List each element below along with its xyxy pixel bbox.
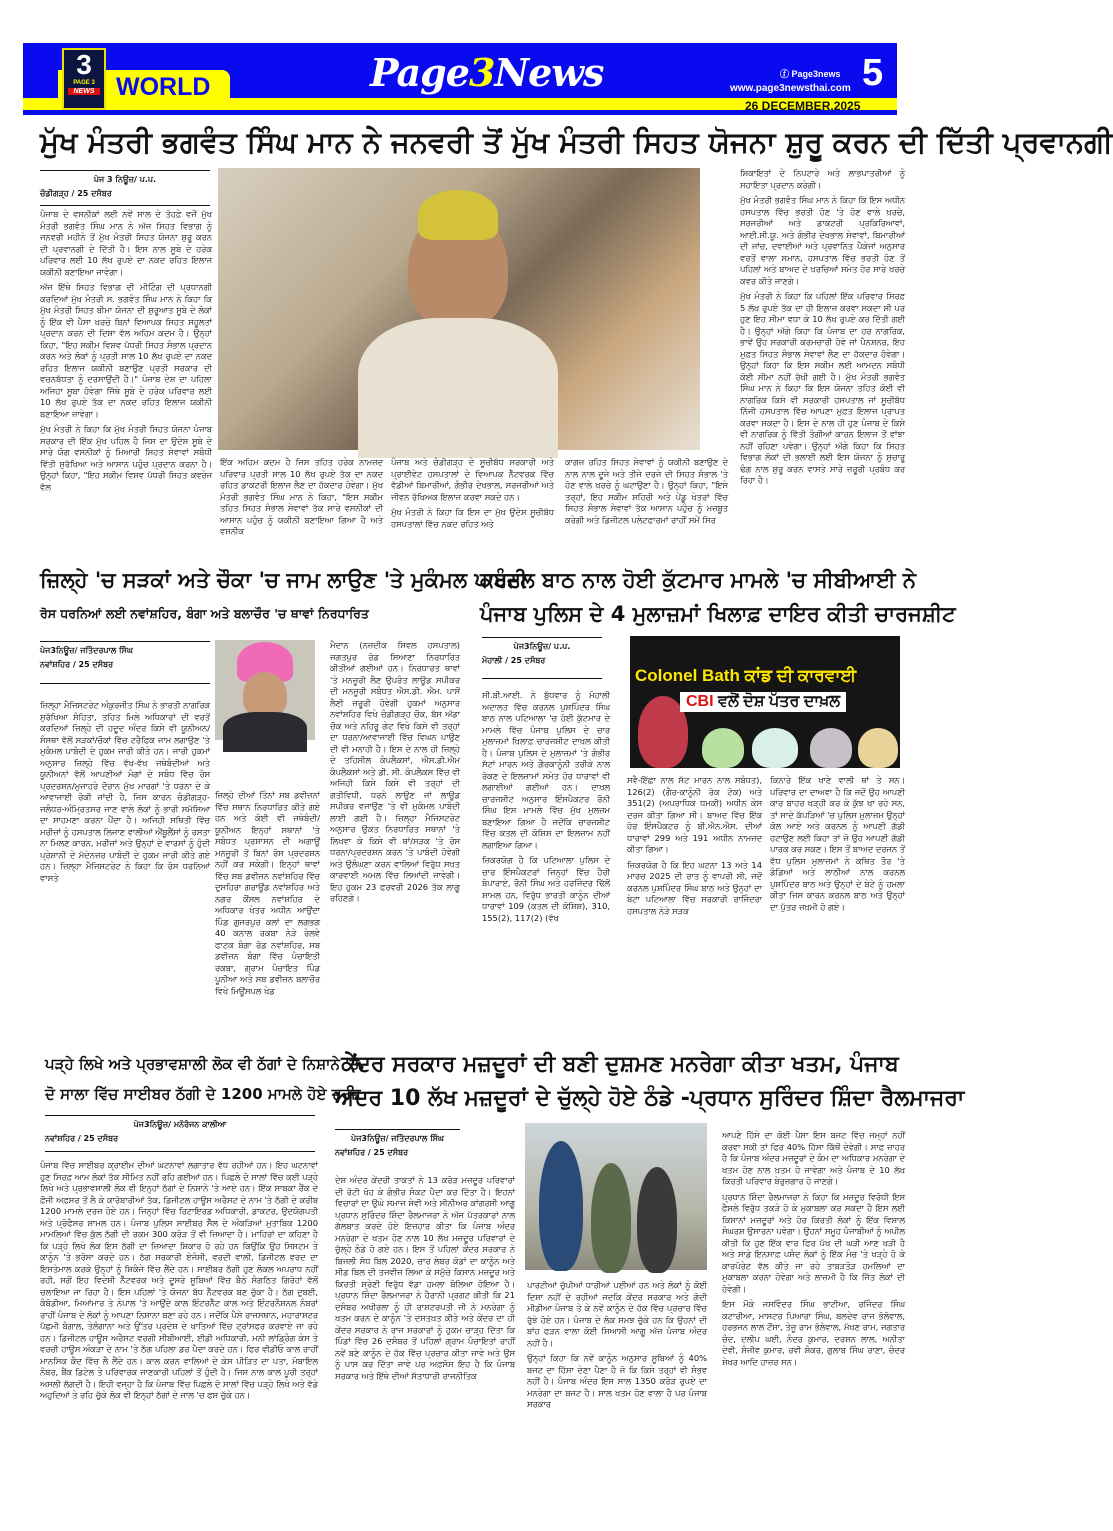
paragraph: ਮੁੱਖ ਮੰਤਰੀ ਨੇ ਕਿਹਾ ਕਿ ਮੁੱਖ ਮੰਤਰੀ ਸਿਹਤ ਯੋਜਨਾ ਪੰਜਾਬ ਸਰਕਾਰ ਦੀ ਇੱਕ ਮੁੱਖ ਪਹਿਲ ਹੈ ਜਿਸ ਦਾ ਉਦੇਸ਼ ਸੂਬੇ ਦੇ ਸਾਰੇ ਯੋਗ ਵਸਨੀਕਾਂ ਨੂੰ ਮਿਆਰੀ ਸਿਹਤ ਸੇਵਾਵਾਂ ਸਬੰਧੀ ਵਿੱਤੀ ਸੁਰੱਖਿਆ ਅਤੇ ਆਸਾਨ ਪਹੁੰਚ ਪ੍ਰਦਾਨ ਕਰਨਾ ਹੈ। ਉਨ੍ਹਾਂ ਕਿਹਾ, "ਇਹ ਸਕੀਮ ਵਿਸ਼ਵ ਪੱਧਰੀ ਸਿਹਤ ਕਵਰੇਜ ਵੱਲ bbox=[40, 424, 212, 492]
graphic-title: Colonel Bath ਕਾਂਡ ਦੀ ਕਾਰਵਾਈ bbox=[635, 666, 857, 685]
press-group-photo bbox=[525, 1123, 707, 1270]
mgnrega-headline-line2: ਅੰਦਰ 10 ਲੱਖ ਮਜ਼ਦੂਰਾਂ ਦੇ ਚੁੱਲ੍ਹੇ ਹੋਏ ਠੰਡੇ -ਪ੍ਰਧਾਨ ਸੁਰਿੰਦਰ ਸ਼ਿੰਦਾ ਰੈਲਮਾਜਰਾ bbox=[335, 1086, 965, 1111]
colonel-bath-graphic bbox=[630, 636, 900, 768]
paragraph: ਪੰਜਾਬ ਦੇ ਵਸਨੀਕਾਂ ਲਈ ਨਵੇਂ ਸਾਲ ਦੇ ਤੋਹਫ਼ੇ ਵਜੋਂ ਮੁੱਖ ਮੰਤਰੀ ਭਗਵੰਤ ਸਿੰਘ ਮਾਨ ਨੇ ਅੱਜ ਸਿਹਤ ਵਿਭਾਗ ਨੂੰ ਜਨਵਰੀ ਮਹੀਨੇ ਤੋਂ ਮੁੱਖ ਮੰਤਰੀ ਸਿਹਤ ਯੋਜਨਾ ਸ਼ੁਰੂ ਕਰਨ ਦੀ ਪ੍ਰਵਾਨਗੀ ਦੇ ਦਿੱਤੀ ਹੈ। ਇਸ ਨਾਲ ਸੂਬੇ ਦੇ ਹਰੇਕ ਪਰਿਵਾਰ ਲਈ 10 ਲੱਖ ਰੁਪਏ ਦਾ ਨਕਦ ਰਹਿਤ ਇਲਾਜ ਯਕੀਨੀ ਬਣਾਇਆ ਜਾਵੇਗਾ। bbox=[40, 209, 212, 277]
paragraph: ਪੰਜਾਬ ਅਤੇ ਚੰਡੀਗੜ੍ਹ ਦੇ ਸੂਚੀਬੱਧ ਸਰਕਾਰੀ ਅਤੇ ਪ੍ਰਾਈਵੇਟ ਹਸਪਤਾਲਾਂ ਦੇ ਵਿਆਪਕ ਨੈੱਟਵਰਕ ਵਿੱਚ ਵੱਡੀਆਂ ਬਿਮਾਰੀਆਂ, ਗੰਭੀਰ ਦੇਖਭਾਲ, ਸਰਜਰੀਆਂ ਅਤੇ ਜੀਵਨ ਰੱਖਿਅਕ ਇਲਾਜ ਕਰਵਾ ਸਕਦੇ ਹਨ। bbox=[391, 457, 554, 502]
paragraph: ਉਨ੍ਹਾਂ ਕਿਹਾ ਕਿ ਨਵੇਂ ਕਾਨੂੰਨ ਅਨੁਸਾਰ ਸੂਬਿਆਂ ਨੂੰ 40% ਬਜਟ ਦਾ ਹਿੱਸਾ ਦੇਣਾ ਪੈਣਾ ਹੈ ਜੋ ਕਿ ਕਿਸੇ ਤਰ੍ਹਾਂ ਵੀ ਸੰਭਵ ਨਹੀਂ ਹੈ। ਪੰਜਾਬ ਅੰਦਰ ਇਸ ਸਾਲ 1350 ਕਰੋੜ ਰੁਪਏ ਦਾ ਮਨਰੇਗਾ ਦਾ ਬਜਟ ਹੈ। ਸਾਲ ਖਤਮ ਹੋਣ ਵਾਲਾ ਹੈ ਪਰ ਪੰਜਾਬ ਸਰਕਾਰ bbox=[527, 1353, 707, 1409]
mgnrega-byline bbox=[335, 1129, 460, 1162]
paragraph: ਅੱਜ ਇੱਥੇ ਸਿਹਤ ਵਿਭਾਗ ਦੀ ਮੀਟਿੰਗ ਦੀ ਪ੍ਰਧਾਨਗੀ ਕਰਦਿਆਂ ਮੁੱਖ ਮੰਤਰੀ ਸ. ਭਗਵੰਤ ਸਿੰਘ ਮਾਨ ਨੇ ਕਿਹਾ ਕਿ ਮੁੱਖ ਮੰਤਰੀ ਸਿਹਤ ਬੀਮਾ ਯੋਜਨਾ ਦੀ ਸ਼ੁਰੂਆਤ ਸੂਬੇ ਦੇ ਲੋਕਾਂ ਨੂੰ ਇੱਕ ਵੀ ਪੈਸਾ ਖਰਚੇ ਬਿਨਾਂ ਵਿਆਪਕ ਸਿਹਤ ਸਹੂਲਤਾਂ ਪ੍ਰਦਾਨ ਕਰਨ ਦੀ ਦਿਸ਼ਾ ਵੱਲ ਅਹਿਮ ਕਦਮ ਹੈ। ਉਨ੍ਹਾਂ ਕਿਹਾ, "ਇਹ ਸਕੀਮ ਵਿਸ਼ਵ ਪੱਧਰੀ ਸਿਹਤ ਸੰਭਾਲ ਪ੍ਰਦਾਨ ਕਰਨ ਅਤੇ ਲੋਕਾਂ ਨੂੰ ਪ੍ਰਤੀ ਸਾਲ 10 ਲੱਖ ਰੁਪਏ ਦਾ ਨਕਦ ਰਹਿਤ ਇਲਾਜ ਯਕੀਨੀ ਬਣਾਉਣ ਪ੍ਰਤੀ ਸਰਕਾਰ ਦੀ ਵਚਨਬੱਧਤਾ ਨੂੰ ਦਰਸਾਉਂਦੀ ਹੈ।" ਪੰਜਾਬ ਦੇਸ਼ ਦਾ ਪਹਿਲਾ ਅਜਿਹਾ ਸੂਬਾ ਹੋਵੇਗਾ ਜਿੱਥੇ ਸੂਬੇ ਦੇ ਹਰੇਕ ਪਰਿਵਾਰ ਲਈ 10 ਲੱਖ ਰੁਪਏ ਤੱਕ ਦਾ ਨਕਦ ਰਹਿਤ ਇਲਾਜ ਯਕੀਨੀ ਬਣਾਇਆ ਜਾਵੇਗਾ। bbox=[40, 282, 212, 419]
person-body bbox=[358, 318, 558, 458]
turban-shape bbox=[418, 190, 498, 240]
jam-byline bbox=[40, 641, 210, 674]
bath-byline bbox=[482, 637, 602, 670]
byline-dateline: ਨਵਾਂਸ਼ਹਿਰ / 25 ਦਸੰਬਰ bbox=[335, 1148, 409, 1157]
brand-title bbox=[370, 50, 604, 95]
mgnrega-column-1 bbox=[335, 1175, 515, 1520]
bath-column-3 bbox=[770, 775, 905, 1040]
graphic-cbi: CBI bbox=[686, 693, 714, 710]
lead-column-2 bbox=[220, 457, 383, 555]
section-label: WORLD bbox=[116, 73, 211, 101]
paragraph: ਜ਼ਿਕਰਯੋਗ ਹੈ ਕਿ ਪਟਿਆਲਾ ਪੁਲਿਸ ਦੇ ਚਾਰ ਇੰਸਪੈਕਟਰਾਂ ਜਿਨ੍ਹਾਂ ਵਿੱਚ ਹੈਰੀ ਬੋਪਾਰਾਏ, ਰੌਨੀ ਸਿੰਘ ਅਤੇ ਹਰਜਿੰਦਰ ਢਿੱਲੋਂ ਸ਼ਾਮਲ ਹਨ, ਵਿਰੁੱਧ ਭਾਰਤੀ ਕਾਨੂੰਨ ਦੀਆਂ ਧਾਰਾਵਾਂ 109 (ਕਤਲ ਦੀ ਕੋਸ਼ਿਸ਼), 310, 155(2), 117(2) (ਵੱਖ bbox=[482, 855, 610, 923]
portrait-shape bbox=[810, 728, 852, 768]
paragraph: ਜ਼ਿਕਰਯੋਗ ਹੈ ਕਿ ਇਹ ਘਟਨਾ 13 ਅਤੇ 14 ਮਾਰਚ 2025 ਦੀ ਰਾਤ ਨੂੰ ਵਾਪਰੀ ਸੀ, ਜਦੋਂ ਕਰਨਲ ਪੁਸ਼ਪਿੰਦਰ ਸਿੰਘ ਬਾਠ ਅਤੇ ਉਨ੍ਹਾਂ ਦਾ ਬੇਟਾ ਪਟਿਆਲਾ ਵਿੱਚ ਸਰਕਾਰੀ ਰਾਜਿੰਦਰਾ ਹਸਪਤਾਲ ਨੇੜੇ ਸੜਕ bbox=[627, 859, 762, 916]
paragraph: ਪਾਰਟੀਆਂ ਚੁੱਪੀਆਂ ਧਾਰੀਆਂ ਪਈਆਂ ਹਨ ਅਤੇ ਲੋਕਾਂ ਨੂੰ ਕੋਈ ਦਿਸ਼ਾ ਨਹੀਂ ਦੇ ਰਹੀਆਂ ਜਦਕਿ ਕੇਂਦਰ ਸਰਕਾਰ ਅਤੇ ਗੋਦੀ ਮੀਡੀਆ ਪੰਜਾਬ ਤੇ ਕੇ ਨਵੇਂ ਕਾਨੂੰਨ ਦੇ ਹੱਕ ਵਿੱਚ ਪ੍ਰਚਾਰ ਵਿੱਚ ਰੁੱਝੇ ਹੋਏ ਹਨ। ਪੰਜਾਬ ਦੇ ਲੋਕ ਸਮਝ ਚੁੱਕੇ ਹਨ ਕਿ ਉਹਨਾਂ ਦੀ ਬਾਂਹ ਫੜਨ ਵਾਲਾ ਕੋਈ ਸਿਆਸੀ ਆਗੂ ਅੱਜ ਪੰਜਾਬ ਅੰਦਰ ਨਹੀਂ ਹੈ। bbox=[527, 1280, 707, 1348]
page3-logo bbox=[62, 48, 106, 110]
issue-date: 26 DECEMBER,2025 bbox=[745, 99, 861, 113]
paragraph: ਇਸ ਮੌਕੇ ਜਸਵਿੰਦਰ ਸਿੰਘ ਭਾਟੀਆ, ਰਜਿੰਦਰ ਸਿੰਘ ਕਟਾਰੀਆ, ਮਾਸਟਰ ਪਿਆਰਾ ਸਿੰਘ, ਬਲਦੇਵ ਰਾਜ ਭੋਲੋਵਾਲ, ਹਰਭਜਨ ਲਾਲ ਟੌਂਸਾ, ਤੇਜੂ ਰਾਮ ਭੋਲੇਵਾਲ, ਮੱਖਣ ਰਾਮ, ਜਗਤਾਰ ਚੰਦ, ਦਲੀਪ ਘਈ, ਨੰਦਰ ਕੁਮਾਰ, ਦਰਸ਼ਨ ਲਾਲ, ਅਨੀਤਾ ਦੇਵੀ, ਸੰਜੀਵ ਕੁਮਾਰ, ਰਵੀ ਸ਼ੰਕਰ, ਗੁਲਾਬ ਸਿੰਘ ਰਾਣਾ, ਚੰਦਰ ਸ਼ੇਖਰ ਆਦਿ ਹਾਜ਼ਰ ਸਨ। bbox=[722, 1299, 905, 1367]
facebook-icon: ⓕ bbox=[780, 69, 792, 79]
paragraph: ਆਪਣੇ ਹਿੱਸੇ ਦਾ ਕੋਈ ਪੈਸਾ ਇਸ ਬਜਟ ਵਿੱਚ ਜਮ੍ਹਾਂ ਨਹੀਂ ਕਰਵਾ ਸਕੀ ਤਾਂ ਫਿਰ 40% ਹਿੱਸਾ ਕਿੱਥੋਂ ਦੇਵੇਗੀ। ਸਾਫ਼ ਜ਼ਾਹਰ ਹੈ ਕਿ ਪੰਜਾਬ ਅੰਦਰ ਮਜ਼ਦੂਰਾਂ ਦੇ ਕੰਮ ਦਾ ਅਧਿਕਾਰ ਮਨਰੇਗਾ ਦੇ ਖਤਮ ਹੋਣ ਨਾਲ ਖ਼ਤਮ ਹੋ ਜਾਵੇਗਾ ਅਤੇ ਪੰਜਾਬ ਦੇ 10 ਲੱਖ ਕਿਰਤੀ ਪਰਿਵਾਰ ਬੇਰੁਜ਼ਗਾਰ ਹੋ ਜਾਣਗੇ। bbox=[722, 1130, 905, 1186]
lead-column-4 bbox=[565, 457, 728, 555]
portrait-shape bbox=[752, 728, 798, 768]
jam-column-2 bbox=[215, 790, 320, 1040]
jam-headline: ਜ਼ਿਲ੍ਹੇ 'ਚ ਸੜਕਾਂ ਅਤੇ ਚੌਕਾ 'ਚ ਜਾਮ ਲਾਉਣ 'ਤੇ ਮੁਕੰਮਲ ਪਾਬੰਦੀ bbox=[40, 568, 528, 592]
byline-agency: ਪੇਜ3ਨਿਊਜ਼/ ਮਨੋਰੰਜਨ ਕਾਲੀਆ bbox=[133, 1120, 227, 1129]
paragraph: ਕਾਗਜ਼ ਰਹਿਤ ਸਿਹਤ ਸੇਵਾਵਾਂ ਨੂੰ ਯਕੀਨੀ ਬਣਾਉਣ ਦੇ ਨਾਲ ਨਾਲ ਦੂਜੇ ਅਤੇ ਤੀਜੇ ਦਰਜੇ ਦੀ ਸਿਹਤ ਸੰਭਾਲ 'ਤੇ ਹੋਣ ਵਾਲੇ ਖਰਚੇ ਨੂੰ ਘਟਾਉਣਾ ਹੈ। ਉਨ੍ਹਾਂ ਕਿਹਾ, "ਇਸੇ ਤਰ੍ਹਾਂ, ਇਹ ਸਕੀਮ ਸ਼ਹਿਰੀ ਅਤੇ ਪੇਂਡੂ ਖੇਤਰਾਂ ਵਿੱਚ ਸਿਹਤ ਸੰਭਾਲ ਸੇਵਾਵਾਂ ਤੱਕ ਆਸਾਨ ਪਹੁੰਚ ਨੂੰ ਮਜ਼ਬੂਤ ਕਰੇਗੀ ਅਤੇ ਡਿਜੀਟਲ ਪਲੇਟਫਾਰਮਾਂ ਰਾਹੀਂ ਸਮੇਂ ਸਿਰ bbox=[565, 457, 728, 525]
mgnrega-column-3 bbox=[722, 1130, 905, 1520]
paragraph: ਮੁੱਖ ਮੰਤਰੀ ਨੇ ਕਿਹਾ ਕਿ ਪਹਿਲਾਂ ਇੱਕ ਪਰਿਵਾਰ ਸਿਰਫ਼ 5 ਲੱਖ ਰੁਪਏ ਤੱਕ ਦਾ ਹੀ ਇਲਾਜ ਕਰਵਾ ਸਕਦਾ ਸੀ ਪਰ ਹੁਣ ਇਹ ਸੀਮਾ ਵਧਾ ਕੇ 10 ਲੱਖ ਰੁਪਏ ਕਰ ਦਿੱਤੀ ਗਈ ਹੈ। ਉਨ੍ਹਾਂ ਅੱਗੇ ਕਿਹਾ ਕਿ ਪੰਜਾਬ ਦਾ ਹਰ ਨਾਗਰਿਕ, ਭਾਵੇਂ ਉਹ ਸਰਕਾਰੀ ਕਰਮਚਾਰੀ ਹੋਵੇ ਜਾਂ ਪੈਨਸ਼ਨਰ, ਇਹ ਮੁਫ਼ਤ ਸਿਹਤ ਸੰਭਾਲ ਸੇਵਾਵਾਂ ਲੈਣ ਦਾ ਹੱਕਦਾਰ ਹੋਵੇਗਾ। ਉਨ੍ਹਾਂ ਕਿਹਾ ਕਿ ਇਸ ਸਕੀਮ ਲਈ ਆਮਦਨ ਸਬੰਧੀ ਕੋਈ ਸੀਮਾ ਨਹੀਂ ਰੱਖੀ ਗਈ ਹੈ। ਮੁੱਖ ਮੰਤਰੀ ਭਗਵੰਤ ਸਿੰਘ ਮਾਨ ਨੇ ਕਿਹਾ ਕਿ ਇਸ ਯੋਜਨਾ ਤਹਿਤ ਕੋਈ ਵੀ ਨਾਗਰਿਕ ਕਿਸੇ ਵੀ ਸਰਕਾਰੀ ਹਸਪਤਾਲ ਜਾਂ ਸੂਚੀਬੱਧ ਨਿੱਜੀ ਹਸਪਤਾਲ ਵਿੱਚ ਆਪਣਾ ਮੁਫ਼ਤ ਇਲਾਜ ਪ੍ਰਾਪਤ ਕਰਵਾ ਸਕਦਾ ਹੈ। ਇਸ ਦੇ ਨਾਲ ਹੀ ਹੁਣ ਪੰਜਾਬ ਦੇ ਕਿਸੇ ਵੀ ਨਾਗਰਿਕ ਨੂੰ ਵਿੱਤੀ ਤੰਗੀਆਂ ਕਾਰਨ ਇਲਾਜ ਤੋਂ ਵਾਂਝਾ ਨਹੀਂ ਰਹਿਣਾ ਪਵੇਗਾ। ਉਨ੍ਹਾਂ ਅੱਗੇ ਕਿਹਾ ਕਿ ਸਿਹਤ ਵਿਭਾਗ ਲੋਕਾਂ ਦੀ ਭਲਾਈ ਲਈ ਇਸ ਯੋਜਨਾ ਨੂੰ ਸੁਚਾਰੂ ਢੰਗ ਨਾਲ ਸ਼ੁਰੂ ਕਰਨ ਵਾਸਤੇ ਸਾਰੇ ਜ਼ਰੂਰੀ ਪ੍ਰਬੰਧ ਕਰ ਰਿਹਾ ਹੈ। bbox=[740, 291, 905, 485]
brand-part: Page bbox=[370, 50, 469, 95]
byline-agency: ਪੇਜ3ਨਿਊਜ਼/ ਜਤਿੰਦਰਪਾਲ ਸਿੰਘ bbox=[351, 1134, 444, 1143]
cyber-headline-line2: ਦੋ ਸਾਲਾ ਵਿੱਚ ਸਾਈਬਰ ਠੱਗੀ ਦੇ 1200 ਮਾਮਲੇ ਹੋਏ ਦਰਜ bbox=[45, 1085, 361, 1103]
logo-number: 3 bbox=[76, 49, 92, 80]
jam-column-3 bbox=[330, 640, 460, 1040]
cyber-headline-line1: ਪੜ੍ਹੇ ਲਿਖੇ ਅਤੇ ਪ੍ਰਭਾਵਸ਼ਾਲੀ ਲੋਕ ਵੀ ਠੱਗਾਂ ਦੇ ਨਿਸ਼ਾਨੇ 'ਤੇ, bbox=[45, 1055, 365, 1073]
bath-column-2 bbox=[627, 775, 762, 1040]
divider bbox=[40, 205, 210, 206]
bath-headline-line1: ਕਰਨਲ ਬਾਠ ਨਾਲ ਹੋਈ ਕੁੱਟਮਾਰ ਮਾਮਲੇ 'ਚ ਸੀਬੀਆਈ ਨੇ bbox=[480, 568, 917, 592]
lead-column-5 bbox=[740, 168, 905, 555]
byline-dateline: ਨਵਾਂਸ਼ਹਿਰ / 25 ਦਸੰਬਰ bbox=[45, 1134, 119, 1143]
divider bbox=[482, 678, 602, 679]
chief-minister-photo bbox=[218, 168, 700, 450]
paragraph: ਸਵੈ-ਇੱਛਾ ਨਾਲ ਸੱਟ ਮਾਰਨ ਨਾਲ ਸਬੰਧਤ), 126(2) (ਗੈਰ-ਕਾਨੂੰਨੀ ਰੋਕ ਟੋਕ) ਅਤੇ 351(2) (ਅਪਰਾਧਿਕ ਧਮਕੀ) ਅਧੀਨ ਕੇਸ ਦਰਜ ਕੀਤਾ ਗਿਆ ਸੀ। ਬਾਅਦ ਵਿੱਚ ਇੱਕ ਹੋਰ ਇੰਸਪੈਕਟਰ ਨੂੰ ਬੀ.ਐਨ.ਐਸ. ਦੀਆਂ ਧਾਰਾਵਾਂ 299 ਅਤੇ 191 ਅਧੀਨ ਨਾਮਜ਼ਦ ਕੀਤਾ ਗਿਆ। bbox=[627, 775, 762, 854]
page-number: 5 bbox=[862, 52, 884, 94]
jam-column-1 bbox=[40, 700, 210, 1040]
facebook-handle bbox=[780, 67, 841, 80]
byline-dateline: ਨਵਾਂਸ਼ਹਿਰ / 25 ਦਸੰਬਰ bbox=[40, 660, 114, 669]
person-figure bbox=[637, 1167, 677, 1273]
paragraph: ਮੁੱਖ ਮੰਤਰੀ ਭਗਵੰਤ ਸਿੰਘ ਮਾਨ ਨੇ ਕਿਹਾ ਕਿ ਇਸ ਅਧੀਨ ਹਸਪਤਾਲ ਵਿੱਚ ਭਰਤੀ ਹੋਣ 'ਤੇ ਹੋਣ ਵਾਲੇ ਖ਼ਰਚੇ, ਸਰਜਰੀਆਂ ਅਤੇ ਡਾਕਟਰੀ ਪ੍ਰਕਿਰਿਆਵਾਂ, ਆਈ.ਸੀ.ਯੂ. ਅਤੇ ਗੰਭੀਰ ਦੇਖਭਾਲ ਸੇਵਾਵਾਂ, ਬਿਮਾਰੀਆਂ ਦੀ ਜਾਂਚ, ਦਵਾਈਆਂ ਅਤੇ ਪ੍ਰਵਾਨਿਤ ਪੈਕੇਜਾਂ ਅਨੁਸਾਰ ਵਰਤੋਂ ਵਾਲਾ ਸਮਾਨ, ਹਸਪਤਾਲ ਵਿੱਚ ਭਰਤੀ ਹੋਣ ਤੋਂ ਪਹਿਲਾਂ ਅਤੇ ਬਾਅਦ ਦੇ ਖ਼ਰਚਿਆਂ ਸਮੇਤ ਹੋਰ ਸਾਰੇ ਖ਼ਰਚੇ ਕਵਰ ਕੀਤੇ ਜਾਣਗੇ। bbox=[740, 195, 905, 286]
suit-shape bbox=[223, 712, 307, 752]
portrait-shape bbox=[702, 728, 744, 768]
paragraph: ਸ਼ਿਕਾਇਤਾਂ ਦੇ ਨਿਪਟਾਰੇ ਅਤੇ ਲਾਭਪਾਤਰੀਆਂ ਨੂੰ ਸਹਾਇਤਾ ਪ੍ਰਦਾਨ ਕਰੇਗੀ। bbox=[740, 168, 905, 190]
jam-subheadline: ਰੋਸ ਧਰਨਿਆਂ ਲਈ ਨਵਾਂਸ਼ਹਿਰ, ਬੰਗਾ ਅਤੇ ਬਲਾਚੌਰ 'ਚ ਥਾਵਾਂ ਨਿਰਧਾਰਿਤ bbox=[40, 606, 369, 621]
paragraph: ਸੀ.ਬੀ.ਆਈ. ਨੇ ਬੁੱਧਵਾਰ ਨੂੰ ਮੋਹਾਲੀ ਅਦਾਲਤ ਵਿੱਚ ਕਰਨਲ ਪੁਸ਼ਪਿੰਦਰ ਸਿੰਘ ਬਾਠ ਨਾਲ ਪਟਿਆਲਾ 'ਚ ਹੋਈ ਕੁੱਟਮਾਰ ਦੇ ਮਾਮਲੇ ਵਿੱਚ ਪੰਜਾਬ ਪੁਲਿਸ ਦੇ ਚਾਰ ਮੁਲਾਜ਼ਮਾਂ ਖ਼ਿਲਾਫ਼ ਚਾਰਜਸ਼ੀਟ ਦਾਖ਼ਲ ਕੀਤੀ ਹੈ। ਪੰਜਾਬ ਪੁਲਿਸ ਦੇ ਮੁਲਾਜ਼ਮਾਂ 'ਤੇ ਗੰਭੀਰ ਸੱਟਾਂ ਮਾਰਨ ਅਤੇ ਗ਼ੈਰਕਾਨੂੰਨੀ ਤਰੀਕੇ ਨਾਲ ਰੋਕਣ ਦੇ ਇਲਜ਼ਾਮਾਂ ਸਮੇਤ ਹੋਰ ਧਾਰਾਵਾਂ ਵੀ ਲਗਾਈਆਂ ਗਈਆਂ ਹਨ। ਦਾਖ਼ਲ ਚਾਰਜਸ਼ੀਟ ਅਨੁਸਾਰ ਇੰਸਪੈਕਟਰ ਰੌਨੀ ਸਿੰਘ ਇਸ ਮਾਮਲੇ ਵਿੱਚ ਮੁੱਖ ਮੁਲਜ਼ਮ ਬਣਾਇਆ ਗਿਆ ਹੈ ਜਦੋਂਕਿ ਚਾਰਜਸ਼ੀਟ ਵਿੱਚ ਕਤਲ ਦੀ ਕੋਸ਼ਿਸ਼ ਦਾ ਇਲਜ਼ਾਮ ਨਹੀਂ ਲਗਾਇਆ ਗਿਆ। bbox=[482, 690, 610, 850]
byline-dateline: ਮੋਹਾਲੀ / 25 ਦਸੰਬਰ bbox=[482, 656, 546, 665]
logo-ribbon: NEWS bbox=[68, 88, 100, 95]
paragraph: ਜ਼ਿਲ੍ਹਾ ਮੈਜਿਸਟਰੇਟ ਅੰਕੁਰਜੀਤ ਸਿੰਘ ਨੇ ਭਾਰਤੀ ਨਾਗਰਿਕ ਸੁਰੱਖਿਆ ਸੰਹਿਤਾ, ਤਹਿਤ ਮਿਲੇ ਅਧਿਕਾਰਾਂ ਦੀ ਵਰਤੋਂ ਕਰਦਿਆਂ ਜ਼ਿਲ੍ਹੇ ਦੀ ਹਦੂਦ ਅੰਦਰ ਕਿਸੇ ਵੀ ਯੂਨੀਅਨ/ਸੰਸਥਾ ਵੱਲੋਂ ਸੜਕਾਂ/ਚੌਕਾਂ ਵਿੱਚ ਟਰੈਫਿਕ ਜਾਮ ਲਗਾਉਣ 'ਤੇ ਮੁਕੰਮਲ ਪਾਬੰਦੀ ਦੇ ਹੁਕਮ ਜਾਰੀ ਕੀਤੇ ਹਨ। ਜਾਰੀ ਹੁਕਮਾਂ ਅਨੁਸਾਰ ਜ਼ਿਲ੍ਹੇ ਵਿੱਚ ਵੱਖ-ਵੱਖ ਜਥੇਬੰਦੀਆਂ ਅਤੇ ਯੂਨੀਅਨਾਂ ਵੱਲੋਂ ਆਪਣੀਆਂ ਮੰਗਾਂ ਦੇ ਸਬੰਧ ਵਿੱਚ ਰੋਸ ਪ੍ਰਦਰਸ਼ਨ/ਮੁਜ਼ਾਹਰੇ ਦੌਰਾਨ ਮੁੱਖ ਮਾਰਗਾਂ 'ਤੇ ਧਰਨਾ ਦੇ ਕੇ ਆਵਾਜਾਈ ਰੋਕੀ ਜਾਂਦੀ ਹੈ, ਜਿਸ ਕਾਰਨ ਚੰਡੀਗੜ੍ਹ-ਜਲੰਧਰ-ਅੰਮ੍ਰਿਤਸਰ ਜਾਣ ਵਾਲੇ ਲੋਕਾਂ ਨੂੰ ਭਾਰੀ ਸਮੱਸਿਆ ਦਾ ਸਾਹਮਣਾ ਕਰਨਾ ਪੈਂਦਾ ਹੈ। ਅਜਿਹੀ ਸਥਿਤੀ ਵਿੱਚ ਮਰੀਜ਼ਾਂ ਨੂੰ ਹਸਪਤਾਲ ਲਿਜਾਣ ਵਾਲੀਆਂ ਐਂਬੂਲੈਂਸਾਂ ਨੂੰ ਰਸਤਾ ਨਾ ਮਿਲਣ ਕਾਰਨ, ਮਰੀਜ਼ਾਂ ਅਤੇ ਉਨ੍ਹਾਂ ਦੇ ਵਾਰਸਾਂ ਨੂੰ ਹੁੰਦੀ ਪ੍ਰੇਸ਼ਾਨੀ ਦੇ ਮੱਦੇਨਜ਼ਰ ਪਾਬੰਦੀ ਦੇ ਹੁਕਮ ਜਾਰੀ ਕੀਤੇ ਗਏ ਹਨ। ਜ਼ਿਲ੍ਹਾ ਮੈਜਿਸਟਰੇਟ ਨੇ ਕਿਹਾ ਕਿ ਰੋਸ ਧਰਨਿਆਂ ਵਾਸਤੇ bbox=[40, 700, 210, 883]
facebook-text: Page3news bbox=[791, 69, 841, 79]
district-magistrate-photo bbox=[215, 640, 315, 740]
person-figure bbox=[591, 1163, 631, 1273]
cyber-body bbox=[40, 1160, 318, 1520]
bath-column-1 bbox=[482, 690, 610, 1040]
paragraph: ਕਿਨਾਰੇ ਇੱਕ ਖਾਣੇ ਵਾਲੀ ਥਾਂ ਤੇ ਸਨ। ਪਰਿਵਾਰ ਦਾ ਦਾਅਵਾ ਹੈ ਕਿ ਜਦੋਂ ਉਹ ਆਪਣੀ ਕਾਰ ਬਾਹਰ ਖੜ੍ਹੀ ਕਰ ਕੇ ਕੁੱਝ ਖਾ ਰਹੇ ਸਨ, ਤਾਂ ਸਾਦੇ ਕੱਪੜਿਆਂ 'ਚ ਪੁਲਿਸ ਮੁਲਾਜ਼ਮ ਉਨ੍ਹਾਂ ਕੋਲ ਆਏ ਅਤੇ ਕਰਨਲ ਨੂੰ ਆਪਣੀ ਗੱਡੀ ਹਟਾਉਣ ਲਈ ਕਿਹਾ ਤਾਂ ਜੋ ਉਹ ਆਪਣੀ ਗੱਡੀ ਪਾਰਕ ਕਰ ਸਕਣ। ਇਸ ਤੋਂ ਬਾਅਦ ਦਰਜਨ ਤੋਂ ਵੱਧ ਪੁਲਿਸ ਮੁਲਾਜ਼ਮਾਂ ਨੇ ਕਥਿਤ ਤੌਰ 'ਤੇ ਡੰਡਿਆਂ ਅਤੇ ਲਾਠੀਆਂ ਨਾਲ ਕਰਨਲ ਪੁਸ਼ਪਿੰਦਰ ਬਾਠ ਅਤੇ ਉਨ੍ਹਾਂ ਦੇ ਬੇਟੇ ਨੂੰ ਹਮਲਾ ਕੀਤਾ ਜਿਸ ਕਾਰਨ ਕਰਨਲ ਬਾਠ ਅਤੇ ਉਨ੍ਹਾਂ ਦਾ ਪੁੱਤਰ ਜ਼ਖ਼ਮੀ ਹੋ ਗਏ। bbox=[770, 775, 905, 912]
paragraph: ਦੇਸ਼ ਅੰਦਰ ਕੇਂਦਰੀ ਤਾਕਤਾਂ ਨੇ 13 ਕਰੋੜ ਮਜ਼ਦੂਰ ਪਰਿਵਾਰਾਂ ਦੀ ਰੋਟੀ ਖੋਹ ਕੇ ਗੰਭੀਰ ਸੰਕਟ ਪੈਦਾ ਕਰ ਦਿੱਤਾ ਹੈ। ਇਹਨਾਂ ਵਿਚਾਰਾਂ ਦਾ ਉਘੇ ਸਮਾਜ ਸੇਵੀ ਅਤੇ ਸੀਨੀਅਰ ਕਾਂਗਰਸੀ ਆਗੂ ਪ੍ਰਧਾਨ ਸੁਰਿੰਦਰ ਸ਼ਿੰਦਾ ਰੈਲਮਾਜਰਾ ਨੇ ਅੱਜ ਪੱਤਰਕਾਰਾਂ ਨਾਲ ਗੱਲਬਾਤ ਕਰਦੇ ਹੋਏ ਇਜ਼ਹਾਰ ਕੀਤਾ ਕਿ ਪੰਜਾਬ ਅੰਦਰ ਮਨਰੇਗਾ ਦੇ ਖਤਮ ਹੋਣ ਨਾਲ 10 ਲੱਖ ਮਜ਼ਦੂਰ ਪਰਿਵਾਰਾਂ ਦੇ ਚੁੱਲ੍ਹੇ ਠੰਡੇ ਹੋ ਗਏ ਹਨ। ਇਸ ਤੋਂ ਪਹਿਲਾਂ ਕੇਂਦਰ ਸਰਕਾਰ ਨੇ ਬਿਜਲੀ ਸੋਧ ਬਿਲ 2020, ਚਾਰ ਲੇਬਰ ਕੋਡਾਂ ਦਾ ਕਾਨੂੰਨ ਅਤੇ ਸੀਡ ਬਿਲ ਦੀ ਤਜਵੀਜ਼ ਲਿਆ ਕੇ ਸਮੁੱਚੇ ਕਿਸਾਨ ਮਜ਼ਦੂਰ ਅਤੇ ਕਿਰਤੀ ਸ਼੍ਰੇਣੀ ਵਿਰੁੱਧ ਵੱਡਾ ਹਮਲਾ ਬੋਲਿਆ ਹੋਇਆ ਹੈ। ਪ੍ਰਧਾਨ ਸ਼ਿੰਦਾ ਰੈਲਮਾਜਰਾ ਨੇ ਹੈਰਾਨੀ ਪ੍ਰਗਟ ਕੀਤੀ ਕਿ 21 ਦਸੰਬਰ ਅਖੀਰਲਾ ਨੂੰ ਹੀ ਰਾਸ਼ਟਰਪਤੀ ਜੀ ਨੇ ਮਨਰੇਗਾ ਨੂੰ ਖ਼ਤਮ ਕਰਨ ਦੇ ਕਾਨੂੰਨ 'ਤੇ ਦਸਤਖ਼ਤ ਕੀਤੇ ਅਤੇ ਕੇਂਦਰ ਦਾ ਹੀ ਕੇਂਦਰ ਸਰਕਾਰ ਨੇ ਰਾਜ ਸਰਕਾਰਾਂ ਨੂੰ ਹੁਕਮ ਚਾੜ੍ਹ ਦਿੱਤਾ ਕਿ ਪਿੰਡਾਂ ਵਿੱਚ 26 ਦਸੰਬਰ ਤੋਂ ਪਹਿਲਾਂ ਗ੍ਰਾਮ ਪੰਚਾਇਤਾਂ ਰਾਹੀਂ ਨਵੇਂ ਬਣੇ ਕਾਨੂੰਨ ਦੇ ਹੱਕ ਵਿੱਚ ਪ੍ਰਚਾਰ ਕੀਤਾ ਜਾਵੇ ਅਤੇ ਉਸ ਨੂੰ ਪਾਸ ਕਰ ਦਿੱਤਾ ਜਾਵੇ ਪਰ ਅਫ਼ਸੋਸ ਇਹ ਹੈ ਕਿ ਪੰਜਾਬ ਸਰਕਾਰ ਅਤੇ ਇੱਥੇ ਦੀਆਂ ਸੱਤਾਧਾਰੀ ਰਾਜਨੀਤਿਕ bbox=[335, 1175, 515, 1381]
portrait-shape bbox=[858, 728, 898, 768]
byline-agency: ਪੇਜ 3 ਨਿਊਜ਼/ ਪ.ਪ. bbox=[93, 175, 157, 184]
bath-headline-line2: ਪੰਜਾਬ ਪੁਲਿਸ ਦੇ 4 ਮੁਲਾਜ਼ਮਾਂ ਖਿਲਾਫ਼ ਦਾਇਰ ਕੀਤੀ ਚਾਰਜਸ਼ੀਟ bbox=[480, 602, 956, 626]
mgnrega-headline-line1: ਕੇਂਦਰ ਸਰਕਾਰ ਮਜ਼ਦੂਰਾਂ ਦੀ ਬਣੀ ਦੁਸ਼ਮਣ ਮਨਰੇਗਾ ਕੀਤਾ ਖਤਮ, ਪੰਜਾਬ bbox=[341, 1052, 899, 1077]
logo-small-text: PAGE 3 bbox=[73, 80, 95, 86]
byline-dateline: ਚੰਡੀਗੜ੍ਹ / 25 ਦਸੰਬਰ bbox=[40, 189, 112, 198]
paragraph: ਪ੍ਰਧਾਨ ਸ਼ਿੰਦਾ ਰੈਲਮਾਜਰਾ ਨੇ ਕਿਹਾ ਕਿ ਮਜ਼ਦੂਰ ਵਿਰੋਧੀ ਇਸ ਫੈਸਲੇ ਵਿਰੁੱਧ ਤਕੜੇ ਹੋ ਕੇ ਮੁਕਾਬਲਾ ਕਰ ਸਕਦਾ ਹੈ ਇਸ ਲਈ ਕਿਸਾਨਾਂ ਮਜ਼ਦੂਰਾਂ ਅਤੇ ਹੋਰ ਕਿਰਤੀ ਲੋਕਾਂ ਨੂੰ ਇੱਕ ਵਿਸ਼ਾਲ ਸੰਘਰਸ਼ ਉਸਾਰਨਾ ਪਵੇਗਾ। ਉਹਨਾਂ ਸਮੂਹ ਪੰਜਾਬੀਆਂ ਨੂੰ ਅਪੀਲ ਕੀਤੀ ਕਿ ਹੁਣ ਇੱਕ ਵਾਰ ਫਿਰ ਪੱਖ ਦੀ ਘੜੀ ਆਣ ਖੜੀ ਹੈ ਅਤੇ ਸਾਡੇ ਇਨਸਾਫ਼ ਪਸੰਦ ਲੋਕਾਂ ਨੂੰ ਇੱਕ ਮੰਚ 'ਤੇ ਖੜ੍ਹੇ ਹੋ ਕੇ ਕਾਰਪੋਰੇਟ ਵੱਲ ਕੀਤੇ ਜਾ ਰਹੇ ਤਾਬੜਤੋੜ ਹਮਲਿਆਂ ਦਾ ਮੁਕਾਬਲਾ ਕਰਨਾ ਹੋਵੇਗਾ ਅਤੇ ਲਾਜ਼ਮੀ ਹੈ ਕਿ ਜਿੱਤ ਲੋਕਾਂ ਦੀ ਹੋਵੇਗੀ। bbox=[722, 1191, 905, 1294]
divider bbox=[40, 683, 210, 684]
cyber-byline bbox=[45, 1115, 315, 1148]
lead-column-1 bbox=[40, 209, 212, 555]
paragraph: ਮੈਦਾਨ (ਨਜ਼ਦੀਕ ਸਿਵਲ ਹਸਪਤਾਲ) ਜਗਤਪੁਰ ਰੋਡ ਸਿਆਣਾ ਨਿਰਧਾਰਿਤ ਕੀਤੀਆਂ ਗਈਆਂ ਹਨ। ਨਿਰਧਾਰਤ ਥਾਵਾਂ 'ਤੇ ਮਨਜ਼ੂਰੀ ਲੈਣ ਉਪਰੰਤ ਲਾਊਡ ਸਪੀਕਰ ਦੀ ਮਨਜ਼ੂਰੀ ਸਬੰਧਤ ਐਸ.ਡੀ. ਐਮ. ਪਾਸੋਂ ਲੈਣੀ ਜ਼ਰੂਰੀ ਹੋਵੇਗੀ ਹੁਕਮਾਂ ਅਨੁਸਾਰ ਨਵਾਂਸ਼ਹਿਰ ਵਿਖੇ ਚੰਡੀਗੜ੍ਹ ਚੌਕ, ਬੱਸ ਅੱਡਾ ਚੌਕ ਅਤੇ ਨਹਿਰੂ ਗੇਟ ਵਿਖੇ ਕਿਸੇ ਵੀ ਤਰ੍ਹਾਂ ਦਾ ਧਰਨਾ/ਆਵਾਜਾਈ ਵਿੱਚ ਵਿਘਨ ਪਾਉਣ ਦੀ ਵੀ ਮਨਾਹੀ ਹੈ। ਇਸ ਦੇ ਨਾਲ ਹੀ ਜ਼ਿਲ੍ਹੇ ਦੇ ਤਹਿਸੀਲ ਕੰਪਲੈਕਸਾਂ, ਐਸ.ਡੀ.ਐਮ ਕੰਪਲੈਕਸਾਂ ਅਤੇ ਡੀ. ਸੀ. ਕੰਪਲੈਕਸ ਵਿੱਚ ਵੀ ਅਜਿਹੀ ਕਿਸੇ ਕਿਸੇ ਵੀ ਤਰ੍ਹਾਂ ਦੀ ਗਤੀਵਿਧੀ, ਧਰਨੇ ਲਾਉਣ ਜਾਂ ਲਾਊਡ ਸਪੀਕਰ ਵਜਾਉਣ 'ਤੇ ਵੀ ਮੁਕੰਮਲ ਪਾਬੰਦੀ ਲਾਈ ਗਈ ਹੈ। ਜ਼ਿਲ੍ਹਾ ਮੈਜਿਸਟਰੇਟ ਅਨੁਸਾਰ ਉਕਤ ਨਿਰਧਾਰਿਤ ਸਥਾਨਾਂ 'ਤੇ ਲਿਖਵਾ ਕੇ ਕਿਸੇ ਵੀ ਥਾਂ/ਸੜਕ 'ਤੇ ਰੋਸ ਧਰਨਾ/ਪ੍ਰਦਰਸ਼ਨ ਕਰਨ 'ਤੇ ਪਾਬੰਦੀ ਹੋਵੇਗੀ ਅਤੇ ਉਲੰਘਣਾ ਕਰਨ ਵਾਲਿਆਂ ਵਿਰੁੱਧ ਸਖ਼ਤ ਕਾਰਵਾਈ ਅਮਲ ਵਿੱਚ ਲਿਆਂਦੀ ਜਾਵੇਗੀ। ਇਹ ਹੁਕਮ 23 ਫਰਵਰੀ 2026 ਤੱਕ ਲਾਗੂ ਰਹਿਣਗੇ। bbox=[330, 640, 460, 903]
byline-agency: ਪੇਜ3ਨਿਊਜ਼/ ਜਤਿੰਦਰਪਾਲ ਸਿੰਘ bbox=[40, 646, 133, 655]
divider bbox=[45, 1151, 315, 1152]
brand-number: 3 bbox=[468, 50, 495, 95]
website: www.page3newsthai.com bbox=[730, 83, 851, 94]
paragraph: ਜ਼ਿਲ੍ਹੇ ਦੀਆਂ ਤਿੰਨਾਂ ਸਬ ਡਵੀਜ਼ਨਾਂ ਵਿੱਚ ਸਥਾਨ ਨਿਰਧਾਰਿਤ ਕੀਤੇ ਗਏ ਹਨ ਅਤੇ ਕੋਈ ਵੀ ਜਥੇਬੰਦੀ/ਯੂਨੀਅਨ ਇਨ੍ਹਾਂ ਸਥਾਨਾਂ 'ਤੇ ਸਬੰਧਤ ਪ੍ਰਸ਼ਾਸਨ ਦੀ ਅਗਾਊਂ ਮਨਜ਼ੂਰੀ ਤੋਂ ਬਿਨਾਂ ਰੋਸ ਪ੍ਰਦਰਸ਼ਨ ਨਹੀਂ ਕਰ ਸਕੇਗੀ। ਇਨ੍ਹਾਂ ਥਾਵਾਂ ਵਿੱਚ ਸਬ ਡਵੀਜ਼ਨ ਨਵਾਂਸ਼ਹਿਰ ਵਿੱਚ ਦੁਸਹਿਰਾ ਗਰਾਊਂਡ ਨਵਾਂਸ਼ਹਿਰ ਅਤੇ ਨਗਰ ਕੌਂਸਲ ਨਵਾਂਸ਼ਹਿਰ ਦੇ ਅਧਿਕਾਰ ਖੇਤਰ ਅਧੀਨ ਆਉਂਦਾ ਪਿੰਡ ਗੁਜਰਪੁਰ ਕਲਾਂ ਦਾ ਲਗਭਗ 40 ਕਨਾਲ ਰਕਬਾ ਨੇੜੇ ਰੇਲਵੇ ਫਾਟਕ ਬੰਗਾ ਰੋਡ ਨਵਾਂਸ਼ਹਿਰ, ਸਬ ਡਵੀਜ਼ਨ ਬੰਗਾ ਵਿੱਚ ਪੰਚਾਇਤੀ ਰਕਬਾ, ਗ੍ਰਾਮ ਪੰਚਾਇਤ ਪਿੰਡ ਪੂਨੀਆ ਅਤੇ ਸਬ ਡਵੀਜ਼ਨ ਬਲਾਚੌਰ ਵਿਖੇ ਮਿਊਂਸਪਲ ਖੇਡ bbox=[215, 790, 320, 996]
graphic-subtitle bbox=[680, 692, 846, 712]
paragraph: ਪੰਜਾਬ ਵਿੱਚ ਸਾਈਬਰ ਕ੍ਰਾਈਮ ਦੀਆਂ ਘਟਨਾਵਾਂ ਲਗਾਤਾਰ ਵੱਧ ਰਹੀਆਂ ਹਨ। ਇਹ ਘਟਨਾਵਾਂ ਹੁਣ ਸਿਰਫ਼ ਆਮ ਲੋਕਾਂ ਤੱਕ ਸੀਮਿਤ ਨਹੀਂ ਰਹਿ ਗਈਆਂ ਹਨ। ਪਿਛਲੇ ਦੋ ਸਾਲਾਂ ਵਿੱਚ ਕਈ ਪੜ੍ਹੇ ਲਿਖੇ ਅਤੇ ਪ੍ਰਭਾਵਸ਼ਾਲੀ ਲੋਕ ਵੀ ਇਨ੍ਹਾਂ ਠੱਗਾਂ ਦੇ ਨਿਸ਼ਾਨੇ 'ਤੇ ਆਏ ਹਨ। ਇੱਕ ਸਾਬਕਾ ਰੈਂਕ ਦੇ ਫ਼ੌਜੀ ਅਫ਼ਸਰ ਤੋਂ ਲੈ ਕੇ ਕਾਰੋਬਾਰੀਆਂ ਤੱਕ, ਡਿਜੀਟਲ ਹਾਊਸ ਅਰੈਸਟ ਦੇ ਨਾਮ 'ਤੇ ਠੱਗੀ ਦੇ ਕਰੀਬ 1200 ਮਾਮਲੇ ਦਰਜ ਹੋਏ ਹਨ। ਜਿਨ੍ਹਾਂ ਵਿੱਚ ਰਿਟਾਇਰਡ ਅਧਿਕਾਰੀ, ਡਾਕਟਰ, ਉਦਯੋਗਪਤੀ ਅਤੇ ਪ੍ਰੋਫੈਸਰ ਸ਼ਾਮਲ ਹਨ। ਪੰਜਾਬ ਪੁਲਿਸ ਸਾਈਬਰ ਸੈੱਲ ਦੇ ਅੰਕੜਿਆਂ ਮੁਤਾਬਿਕ 1200 ਮਾਮਲਿਆਂ ਵਿੱਚ ਕੁੱਲ ਠੱਗੀ ਦੀ ਰਕਮ 300 ਕਰੋੜ ਤੋਂ ਵੀ ਜ਼ਿਆਦਾ ਹੈ। ਮਾਹਿਰਾਂ ਦਾ ਕਹਿਣਾ ਹੈ ਕਿ ਪੜ੍ਹੇ ਲਿਖੇ ਲੋਕ ਇਸ ਠੱਗੀ ਦਾ ਜ਼ਿਆਦਾ ਸ਼ਿਕਾਰ ਹੋ ਰਹੇ ਹਨ ਕਿਉਂਕਿ ਉਹ ਸਿਸਟਮ ਤੇ ਕਾਨੂੰਨ 'ਤੇ ਭਰੋਸਾ ਕਰਦੇ ਹਨ। ਠੱਗ ਸਰਕਾਰੀ ਏਜੰਸੀ, ਵਰਦੀ ਵਾਲੀ, ਡਿਜੀਟਲ ਵਰਦ ਦਾ ਇਸਤੇਮਾਲ ਕਰਕੇ ਉਨ੍ਹਾਂ ਨੂੰ ਸ਼ਿਕੰਜੇ ਵਿੱਚ ਲੈਂਦੇ ਹਨ। ਸਾਈਬਰ ਠੱਗੀ ਹੁਣ ਲੋਕਲ ਅਪਰਾਧ ਨਹੀਂ ਰਹੀ, ਸਗੋਂ ਇਹ ਵਿਦੇਸ਼ੀ ਨੈੱਟਵਰਕ ਅਤੇ ਦੂਸਰੇ ਸੂਬਿਆਂ ਵਿੱਚ ਬੈਠੇ ਸੰਗਠਿਤ ਗਿਰੋਹਾਂ ਵੱਲੋਂ ਚਲਾਇਆ ਜਾ ਰਿਹਾ ਹੈ। ਇਸ ਪਹਿਲਾਂ 'ਤੇ ਯੋਜਨਾ ਬੱਧ ਨੈੱਟਵਰਕ ਬਣ ਚੁੱਕਾ ਹੈ। ਠੱਗ ਦੁਬਈ, ਕੰਬੋਡੀਆ, ਮਿਆਂਮਾਰ ਤੇ ਨੇਪਾਲ 'ਤੇ ਆਉਂਦੇ ਕਾਲ ਇੰਟਰਨੈੱਟ ਕਾਲ ਅਤੇ ਇੰਟਰਨੈਸ਼ਨਲ ਨੰਬਰਾਂ ਰਾਹੀਂ ਪੰਜਾਬ ਦੇ ਲੋਕਾਂ ਨੂੰ ਆਪਣਾ ਨਿਸ਼ਾਨਾ ਬਣਾ ਰਹੇ ਹਨ। ਜਦੋਂਕਿ ਪੈਸੇ ਰਾਜਸਥਾਨ, ਮਹਾਰਾਸ਼ਟਰ ਪੱਛਮੀ ਬੰਗਾਲ, ਤੇਲੰਗਾਨਾ ਅਤੇ ਉੱਤਰ ਪ੍ਰਦੇਸ਼ ਦੇ ਖਾਤਿਆਂ ਵਿੱਚ ਟ੍ਰਾਂਸਫਰ ਕਰਵਾਏ ਜਾ ਰਹੇ ਹਨ। ਡਿਜੀਟਲ ਹਾਊਸ ਅਰੈਸਟ ਵਰਗੀ ਸੀਬੀਆਈ, ਈਡੀ ਅਧਿਕਾਰੀ, ਮਨੀ ਲਾਂਡ੍ਰਿੰਗ ਕੇਸ ਤੇ ਵਰਚੀ ਹਾਊਸ ਅੰਕੜਾ ਦੇ ਨਾਮ 'ਤੇ ਠੱਗ ਪਹਿਲਾ ਡਰ ਪੈਦਾ ਕਰਦੇ ਹਨ। ਫਿਰ ਵੀਡੀਓ ਕਾਲ ਰਾਹੀਂ ਮਾਨਸਿਕ ਕੈਦ ਵਿੱਚ ਲੈ ਲੈਂਦੇ ਹਨ। ਕਾਲ ਕਰਨ ਵਾਲਿਆਂ ਦੇ ਕੇਸ ਪੀੜਿਤ ਦਾ ਪਤਾ, ਮੋਬਾਇਲ ਨੰਬਰ, ਬੈਂਕ ਡਿਟੇਲ ਤੇ ਪਰਿਵਾਰਕ ਜਾਣਕਾਰੀ ਪਹਿਲਾਂ ਤੋਂ ਹੁੰਦੀ ਹੈ। ਜਿਸ ਨਾਲ ਕਾਲ ਪੂਰੀ ਤਰ੍ਹਾਂ ਅਸਲੀ ਲੱਗਦੀ ਹੈ। ਇਹੀ ਵਜ੍ਹਾ ਹੈ ਕਿ ਪੰਜਾਬ ਵਿੱਚ ਪਿਛਲੇ ਦੋ ਸਾਲਾਂ ਵਿੱਚ ਪੜ੍ਹੇ ਲਿਖੇ ਅਤੇ ਵੱਡੇ ਅਹੁਦਿਆਂ ਤੇ ਰਹਿ ਚੁੱਕੇ ਲੋਕ ਵੀ ਇਨ੍ਹਾਂ ਠੱਗਾਂ ਦੇ ਜਾਲ 'ਚ ਫਸ ਚੁੱਕੇ ਹਨ। bbox=[40, 1160, 318, 1400]
paragraph: ਮੁੱਖ ਮੰਤਰੀ ਨੇ ਕਿਹਾ ਕਿ ਇਸ ਦਾ ਮੁੱਖ ਉਦੇਸ਼ ਸੂਚੀਬੱਧ ਹਸਪਤਾਲਾਂ ਵਿੱਚ ਨਕਦ ਰਹਿਤ ਅਤੇ bbox=[391, 507, 554, 529]
byline-agency: ਪੇਜ3ਨਿਊਜ਼/ ਪ.ਪ. bbox=[513, 642, 571, 651]
lead-headline: ਮੁੱਖ ਮੰਤਰੀ ਭਗਵੰਤ ਸਿੰਘ ਮਾਨ ਨੇ ਜਨਵਰੀ ਤੋਂ ਮੁੱਖ ਮੰਤਰੀ ਸਿਹਤ ਯੋਜਨਾ ਸ਼ੁਰੂ ਕਰਨ ਦੀ ਦਿੱਤੀ ਪ੍ਰਵਾਨਗੀ bbox=[40, 125, 1113, 159]
paragraph: ਇੱਕ ਅਹਿਮ ਕਦਮ ਹੈ ਜਿਸ ਤਹਿਤ ਹਰੇਕ ਨਾਮਜ਼ਦ ਪਰਿਵਾਰ ਪ੍ਰਤੀ ਸਾਲ 10 ਲੱਖ ਰੁਪਏ ਤੱਕ ਦਾ ਨਕਦ ਰਹਿਤ ਡਾਕਟਰੀ ਇਲਾਜ ਲੈਣ ਦਾ ਹੱਕਦਾਰ ਹੋਵੇਗਾ। ਮੁੱਖ ਮੰਤਰੀ ਭਗਵੰਤ ਸਿੰਘ ਮਾਨ ਨੇ ਕਿਹਾ, "ਇਸ ਸਕੀਮ ਤਹਿਤ ਸਿਹਤ ਸੰਭਾਲ ਸੇਵਾਵਾਂ ਤੱਕ ਸਾਰੇ ਵਸਨੀਕਾਂ ਦੀ ਆਸਾਨ ਪਹੁੰਚ ਨੂੰ ਯਕੀਨੀ ਬਣਾਇਆ ਗਿਆ ਹੈ ਅਤੇ ਵਸਨੀਕ bbox=[220, 457, 383, 536]
lead-column-3 bbox=[391, 457, 554, 555]
lead-byline bbox=[40, 170, 210, 203]
graphic-subtitle-text: ਵਲੋਂ ਦੋਸ਼ ਪੱਤਰ ਦਾਖ਼ਲ bbox=[718, 693, 841, 710]
brand-part: News bbox=[494, 50, 604, 95]
person-figure bbox=[539, 1141, 583, 1271]
mgnrega-column-2 bbox=[527, 1280, 707, 1520]
